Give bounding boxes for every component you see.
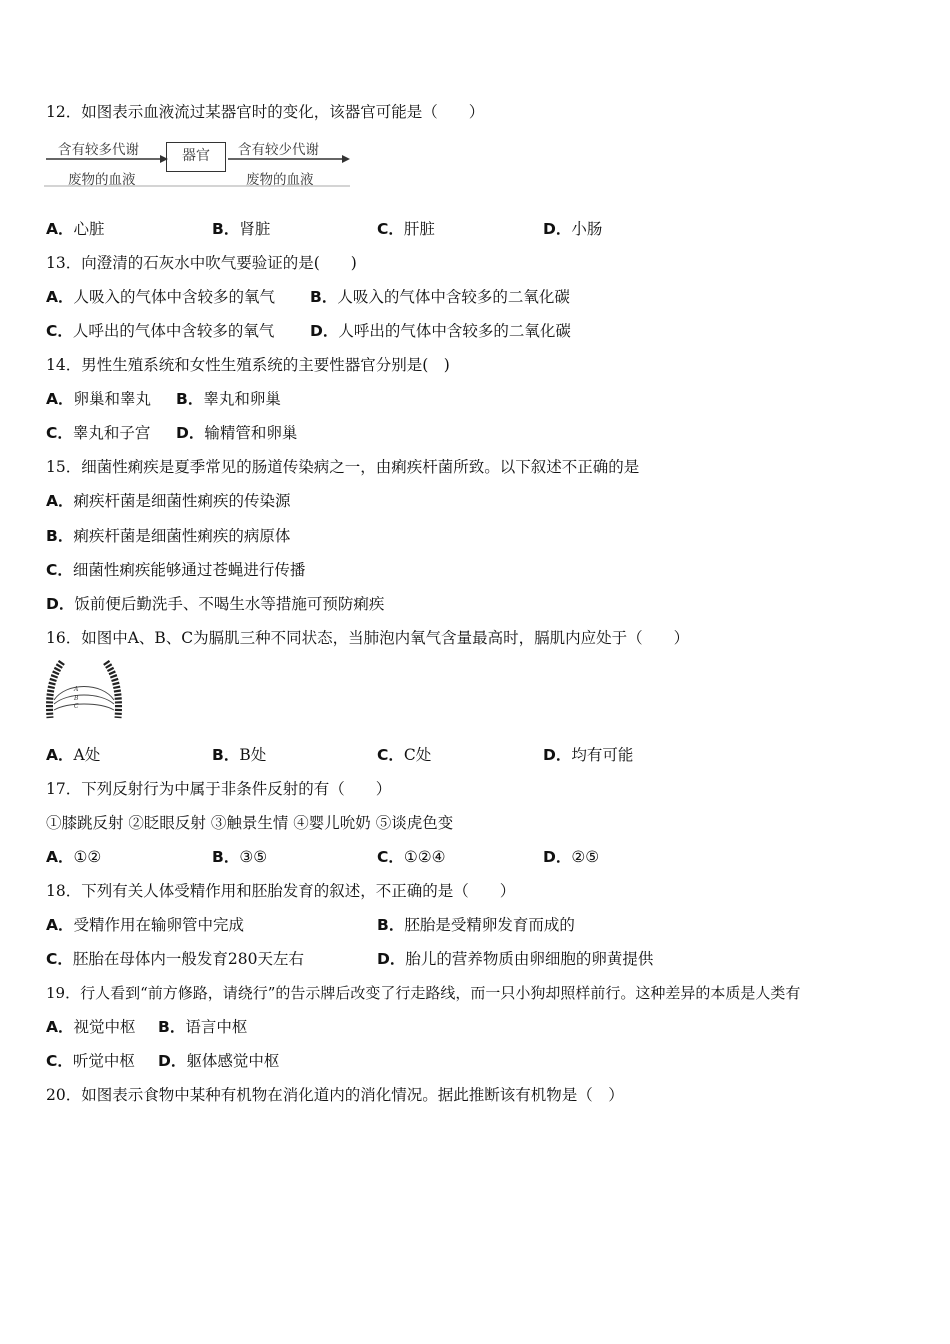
q16-stem: 16．如图中A、B、C为膈肌三种不同状态，当肺泡内氧气含量最高时，膈肌内应处于（ ） bbox=[46, 629, 690, 647]
q16-label-b: B bbox=[74, 695, 79, 702]
q12-option-a[interactable]: A．心脏 bbox=[46, 220, 105, 238]
q12-option-b[interactable]: B．肾脏 bbox=[212, 220, 271, 238]
q16-option-c[interactable]: C．C处 bbox=[377, 746, 432, 764]
q15-option-a[interactable]: A．痢疾杆菌是细菌性痢疾的传染源 bbox=[46, 492, 291, 510]
q20-stem: 20．如图表示食物中某种有机物在消化道内的消化情况。据此推断该有机物是（ ） bbox=[46, 1086, 624, 1104]
q14-option-b[interactable]: B．睾丸和卵巢 bbox=[176, 390, 281, 408]
q18-option-d[interactable]: D．胎儿的营养物质由卵细胞的卵黄提供 bbox=[377, 950, 654, 968]
q14-option-a[interactable]: A．卵巢和睾丸 bbox=[46, 390, 152, 408]
q16-option-a[interactable]: A．A处 bbox=[46, 746, 101, 764]
q13-stem: 13．向澄清的石灰水中吹气要验证的是( ) bbox=[46, 254, 357, 272]
q19-option-d[interactable]: D．躯体感觉中枢 bbox=[158, 1052, 280, 1070]
q14-option-d[interactable]: D．输精管和卵巢 bbox=[176, 424, 298, 442]
q18-option-a[interactable]: A．受精作用在输卵管中完成 bbox=[46, 916, 245, 934]
q19-option-b[interactable]: B．语言中枢 bbox=[158, 1018, 248, 1036]
q16-label-a: A bbox=[74, 686, 79, 693]
q17-option-b[interactable]: B．③⑤ bbox=[212, 848, 268, 866]
q16-diaphragm-svg bbox=[44, 660, 124, 722]
q12-diagram-left-top: 含有较多代谢 bbox=[58, 142, 139, 158]
q13-option-b[interactable]: B．人吸入的气体中含较多的二氧化碳 bbox=[310, 288, 570, 306]
q15-option-c[interactable]: C．细菌性痢疾能够通过苍蝇进行传播 bbox=[46, 561, 306, 579]
q14-stem: 14．男性生殖系统和女性生殖系统的主要性器官分别是( ) bbox=[46, 356, 450, 374]
q17-option-c[interactable]: C．①②④ bbox=[377, 848, 446, 866]
q15-option-d[interactable]: D．饭前便后勤洗手、不喝生水等措施可预防痢疾 bbox=[46, 595, 385, 613]
q12-option-d[interactable]: D．小肠 bbox=[543, 220, 603, 238]
q14-option-c[interactable]: C．睾丸和子宫 bbox=[46, 424, 151, 442]
q12-diagram-left-bottom: 废物的血液 bbox=[68, 172, 136, 188]
q17-items: ①膝跳反射 ②眨眼反射 ③触景生情 ④婴儿吮奶 ⑤谈虎色变 bbox=[46, 814, 454, 832]
q18-option-c[interactable]: C．胚胎在母体内一般发育280天左右 bbox=[46, 950, 304, 968]
q12-stem: 12．如图表示血液流过某器官时的变化，该器官可能是（ ） bbox=[46, 103, 485, 121]
q17-option-d[interactable]: D．②⑤ bbox=[543, 848, 600, 866]
q13-option-a[interactable]: A．人吸入的气体中含较多的氧气 bbox=[46, 288, 276, 306]
q16-option-d[interactable]: D．均有可能 bbox=[543, 746, 634, 764]
q16-diaphragm-diagram bbox=[44, 660, 124, 722]
q19-stem: 19．行人看到“前方修路，请绕行”的告示牌后改变了行走路线，而一只小狗却照样前行。这种差异的本质是人类有 bbox=[46, 984, 801, 1002]
q12-flow-diagram bbox=[44, 134, 354, 188]
q19-option-a[interactable]: A．视觉中枢 bbox=[46, 1018, 136, 1036]
q15-option-b[interactable]: B．痢疾杆菌是细菌性痢疾的病原体 bbox=[46, 527, 291, 545]
q16-label-c: C bbox=[74, 703, 79, 710]
q13-option-c[interactable]: C．人呼出的气体中含较多的氧气 bbox=[46, 322, 275, 340]
q16-option-b[interactable]: B．B处 bbox=[212, 746, 267, 764]
q12-diagram-organ-box: 器官 bbox=[166, 142, 226, 172]
q15-stem: 15．细菌性痢疾是夏季常见的肠道传染病之一，由痢疾杆菌所致。以下叙述不正确的是 bbox=[46, 458, 640, 476]
q18-stem: 18．下列有关人体受精作用和胚胎发育的叙述，不正确的是（ ） bbox=[46, 882, 516, 900]
q12-option-c[interactable]: C．肝脏 bbox=[377, 220, 435, 238]
q18-option-b[interactable]: B．胚胎是受精卵发育而成的 bbox=[377, 916, 575, 934]
q12-diagram-right-top: 含有较少代谢 bbox=[238, 142, 319, 158]
q19-option-c[interactable]: C．听觉中枢 bbox=[46, 1052, 135, 1070]
q17-stem: 17．下列反射行为中属于非条件反射的有（ ） bbox=[46, 780, 392, 798]
q17-option-a[interactable]: A．①② bbox=[46, 848, 102, 866]
q12-diagram-right-bottom: 废物的血液 bbox=[246, 172, 314, 188]
q13-option-d[interactable]: D．人呼出的气体中含较多的二氧化碳 bbox=[310, 322, 571, 340]
